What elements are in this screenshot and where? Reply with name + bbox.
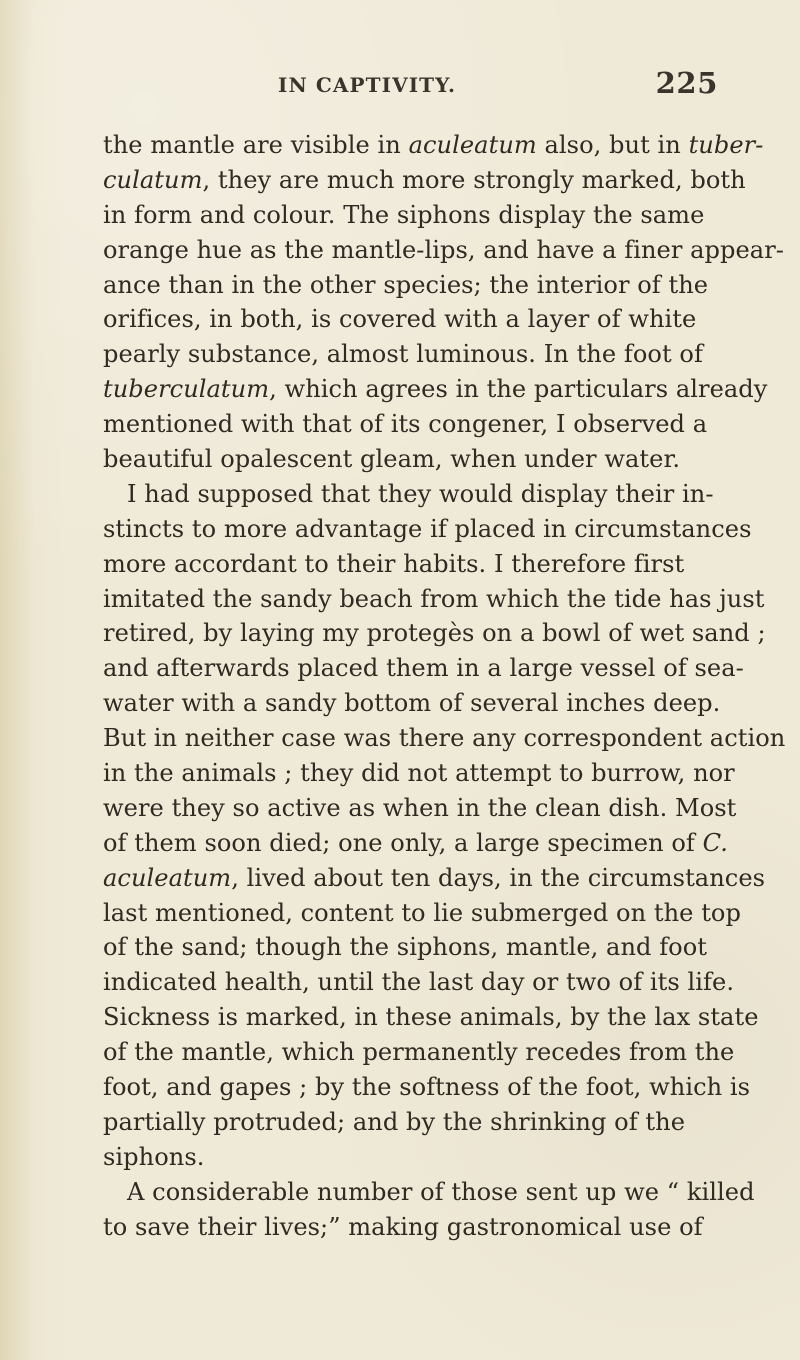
italic-text-segment: tuberculatum [103,375,270,404]
text-line [103,896,741,931]
text-segment: retired, by laying my protegès on a bowl of wet sand ; [103,619,766,648]
italic-text-segment: aculeatum [103,863,232,892]
text-segment: But in neither case was there any correspondent action [103,724,786,753]
text-line [103,233,784,268]
text-segment: more accordant to their habits. I therefore first [103,549,685,578]
text-segment: beautiful opalescent gleam, when under water. [103,445,681,474]
text-line [103,1210,717,1245]
text-line [103,407,717,442]
text-line [103,1000,759,1035]
text-segment: I had supposed that they would display their in- [127,479,714,508]
text-line [103,1140,717,1175]
paragraph [103,477,786,1175]
text-segment: , which agrees in the particulars already [269,375,768,404]
running-head: IN CAPTIVITY. [278,73,457,97]
paragraph [103,128,784,477]
text-segment: to save their lives;” making gastronomical use of [103,1212,703,1241]
text-line [103,756,735,791]
text-line [103,826,728,861]
text-line [103,442,717,477]
text-segment: in form and colour. The siphons display the same [103,200,705,229]
text-line [103,616,766,651]
text-line [103,547,717,582]
text-segment: foot, and gapes ; by the softness of the foot, which is [103,1073,751,1102]
text-line [103,198,717,233]
text-segment: mentioned with that of its congener, I observed a [103,410,708,439]
text-segment: siphons. [103,1142,205,1171]
italic-text-segment: C. [702,828,728,857]
text-line [103,512,752,547]
text-line [103,791,737,826]
text-line [103,128,764,163]
text-segment: were they so active as when in the clean dish. Most [103,793,737,822]
italic-text-segment: aculeatum [408,131,537,159]
text-segment: the mantle are visible in [103,131,409,159]
italic-text-segment: culatum [103,165,203,194]
text-line [103,1105,717,1140]
text-segment: also, but in [536,131,689,159]
text-line [103,1070,751,1105]
text-line [103,163,746,198]
text-segment: Sickness is marked, in these animals, by the lax state [103,1003,759,1032]
text-segment: orange hue as the mantle-lips, and have a finer appear- [103,235,784,264]
text-segment: imitated the sandy beach from which the tide has just [103,584,765,613]
text-segment: of the mantle, which permanently recedes from the [103,1038,735,1067]
text-segment: last mentioned, content to lie submerged on the top [103,898,741,927]
paragraph [103,1175,755,1245]
text-line [103,930,717,965]
text-segment: pearly substance, almost luminous. In the foot of [103,340,703,369]
page-header [0,58,800,98]
text-segment: of them soon died; one only, a large specimen of [103,828,703,857]
text-segment: ance than in the other species; the interior of the [103,270,709,299]
text-line [103,337,717,372]
text-line [103,1175,755,1210]
text-segment: A considerable number of those sent up we “ killed [127,1177,755,1206]
text-segment: stincts to more advantage if placed in circumstances [103,514,752,543]
page-number: 225 [655,66,718,100]
italic-text-segment: tuber- [688,131,764,159]
text-segment: of the sand; though the siphons, mantle, and foot [103,933,708,962]
text-line [103,268,717,303]
text-segment: orifices, in both, is covered with a layer of white [103,305,697,334]
text-line [103,651,744,686]
text-segment: and afterwards placed them in a large vessel of sea- [103,654,744,683]
text-line [103,721,786,756]
text-segment: , lived about ten days, in the circumstances [231,863,766,892]
text-line [103,965,735,1000]
body-text [103,128,786,1245]
text-segment: water with a sandy bottom of several inches deep. [103,689,721,718]
text-line [103,302,717,337]
text-segment: , they are much more strongly marked, both [202,165,746,194]
text-line [103,1035,735,1070]
text-line [103,861,766,896]
text-segment: indicated health, until the last day or two of its life. [103,968,735,997]
text-line [103,582,765,617]
text-line [103,477,717,512]
text-segment: partially protruded; and by the shrinking of the [103,1107,686,1136]
text-segment: in the animals ; they did not attempt to burrow, nor [103,759,735,788]
text-line [103,686,721,721]
text-line [103,372,768,407]
